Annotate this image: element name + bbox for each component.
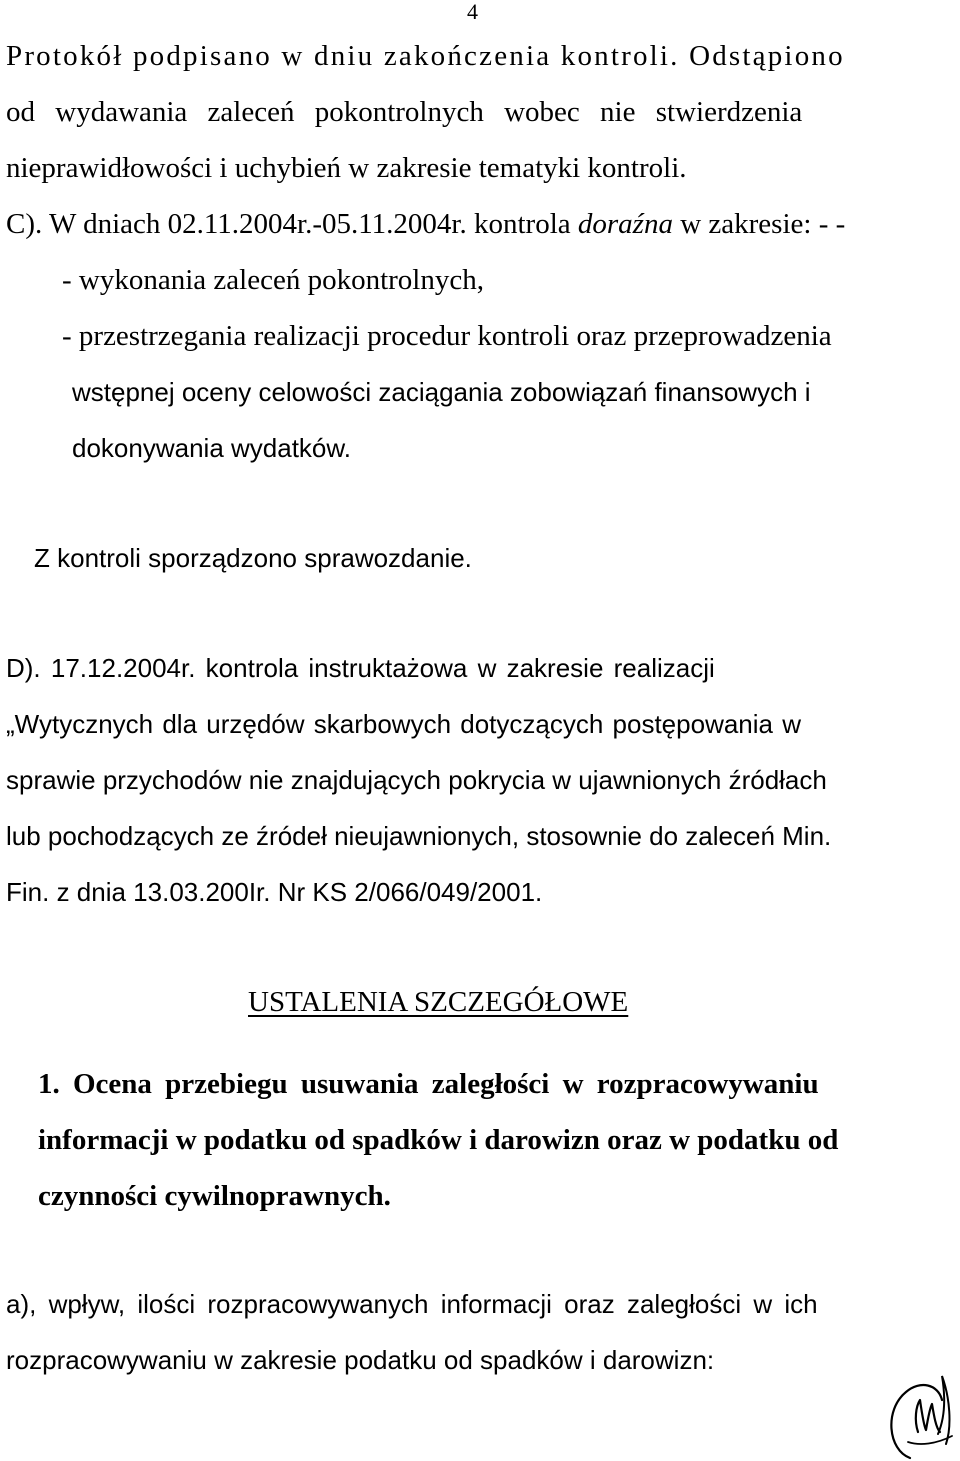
point-1-line-3: czynności cywilnoprawnych. — [38, 1180, 391, 1212]
point-a-line-1: a), wpływ, ilości rozpracowywanych informacji oraz zaległości w ich — [6, 1289, 818, 1319]
section-c-item-2-line-3: dokonywania wydatków. — [72, 433, 351, 463]
section-d-line-1: D). 17.12.2004r. kontrola instruktażowa w zakresie realizacji — [6, 653, 715, 683]
section-d-line-5: Fin. z dnia 13.03.200Ir. Nr KS 2/066/049/2001. — [6, 877, 543, 907]
section-c-item-2-line-2: wstępnej oceny celowości zaciągania zobowiązań finansowych i — [72, 377, 811, 407]
page-number: 4 — [467, 0, 478, 24]
protokol-line-3: nieprawidłowości i uchybień w zakresie tematyki kontroli. — [6, 152, 687, 184]
section-d-line-3: sprawie przychodów nie znajdujących pokrycia w ujawnionych źródłach — [6, 765, 827, 795]
signature-mark — [880, 1370, 958, 1461]
point-1-line-2: informacji w podatku od spadków i darowizn oraz w podatku od — [38, 1124, 839, 1156]
point-a-line-2: rozpracowywaniu w zakresie podatku od spadków i darowizn: — [6, 1345, 715, 1375]
protokol-line-1: Protokół podpisano w dniu zakończenia kontroli. Odstąpiono — [6, 40, 845, 72]
section-d-line-4: lub pochodzących ze źródeł nieujawnionych, stosownie do zaleceń Min. — [6, 821, 832, 851]
section-c-report: Z kontroli sporządzono sprawozdanie. — [34, 543, 472, 573]
section-c-intro-italic: doraźna — [577, 208, 673, 240]
section-heading: USTALENIA SZCZEGÓŁOWE — [248, 986, 629, 1018]
section-c-item-2-line-1: - przestrzegania realizacji procedur kontroli oraz przeprowadzenia — [62, 320, 832, 352]
section-c-intro — [6, 207, 845, 241]
protokol-line-2: od wydawania zaleceń pokontrolnych wobec nie stwierdzenia — [6, 96, 803, 128]
point-1-line-1: 1. Ocena przebiegu usuwania zaległości w rozpracowywaniu — [38, 1068, 819, 1100]
section-c-intro-tail: w zakresie: - - — [672, 208, 846, 240]
section-c-intro-text: C). W dniach 02.11.2004r.-05.11.2004r. kontrola — [6, 208, 578, 240]
section-c-item-1: - wykonania zaleceń pokontrolnych, — [62, 264, 484, 296]
section-d-line-2: „Wytycznych dla urzędów skarbowych dotyczących postępowania w — [6, 709, 801, 739]
